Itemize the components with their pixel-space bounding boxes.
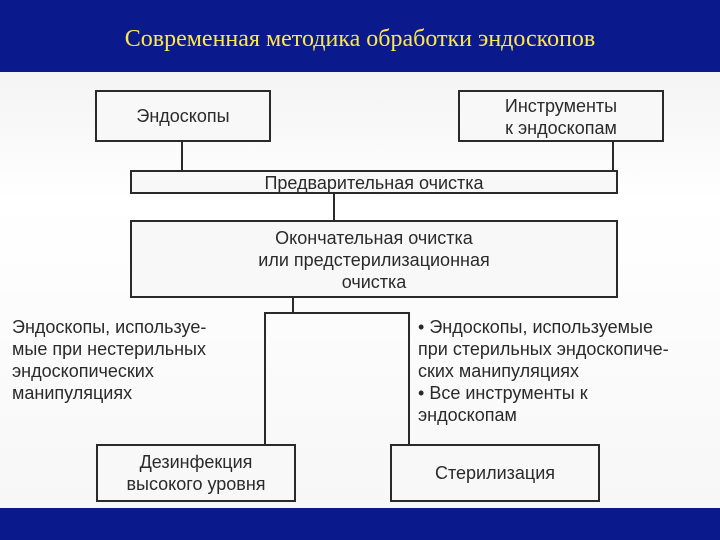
sterile-item2-line1 xyxy=(418,382,669,404)
title-bar xyxy=(0,0,720,72)
page-title: Современная методика обработки эндоскопов xyxy=(124,26,596,52)
final-cleaning-box xyxy=(130,220,618,298)
connector-right-down xyxy=(408,312,410,446)
disinfection-box xyxy=(96,444,296,502)
sterile-item2-text1: Все инструменты к xyxy=(429,383,588,403)
nonsterile-line2: мые при нестерильных xyxy=(12,339,206,359)
connector-instruments-down xyxy=(612,140,614,170)
connector-horizontal xyxy=(264,312,410,314)
preliminary-cleaning-label: Предварительная очистка xyxy=(264,173,484,193)
sterile-item1-line1 xyxy=(418,316,669,338)
sterile-item1-line3: ских манипуляциях xyxy=(418,361,580,381)
preliminary-cleaning-box xyxy=(130,170,618,194)
nonsterile-group xyxy=(12,316,206,404)
endoscopes-box xyxy=(95,90,271,142)
endoscopes-label: Эндоскопы xyxy=(136,106,230,126)
connector-preliminary-to-final xyxy=(333,192,335,222)
sterile-item1-line2: при стерильных эндоскопиче- xyxy=(418,339,669,359)
disinfection-line1: Дезинфекция xyxy=(139,452,253,472)
nonsterile-line1: Эндоскопы, используе- xyxy=(12,317,207,337)
sterile-group xyxy=(418,316,669,426)
final-cleaning-line1: Окончательная очистка xyxy=(275,228,473,248)
instruments-label-line2: к эндоскопам xyxy=(505,118,617,138)
nonsterile-line3: эндоскопических xyxy=(12,361,154,381)
connector-endoscopes-down xyxy=(181,140,183,170)
bottom-bar xyxy=(0,508,720,540)
instruments-box xyxy=(458,90,664,142)
connector-left-down xyxy=(264,312,266,446)
sterile-item1-text1: Эндоскопы, используемые xyxy=(429,317,653,337)
bullet-icon: • xyxy=(418,317,425,337)
sterilization-label: Стерилизация xyxy=(434,463,556,483)
sterile-item2-line2: эндоскопам xyxy=(418,405,517,425)
nonsterile-line4: манипуляциях xyxy=(12,383,133,403)
bullet-icon: • xyxy=(418,383,425,403)
final-cleaning-line2: или предстерилизационная xyxy=(258,250,490,270)
instruments-label-line1: Инструменты xyxy=(504,96,618,116)
sterilization-box xyxy=(390,444,600,502)
final-cleaning-line3: очистка xyxy=(341,272,407,292)
disinfection-line2: высокого уровня xyxy=(126,474,266,494)
